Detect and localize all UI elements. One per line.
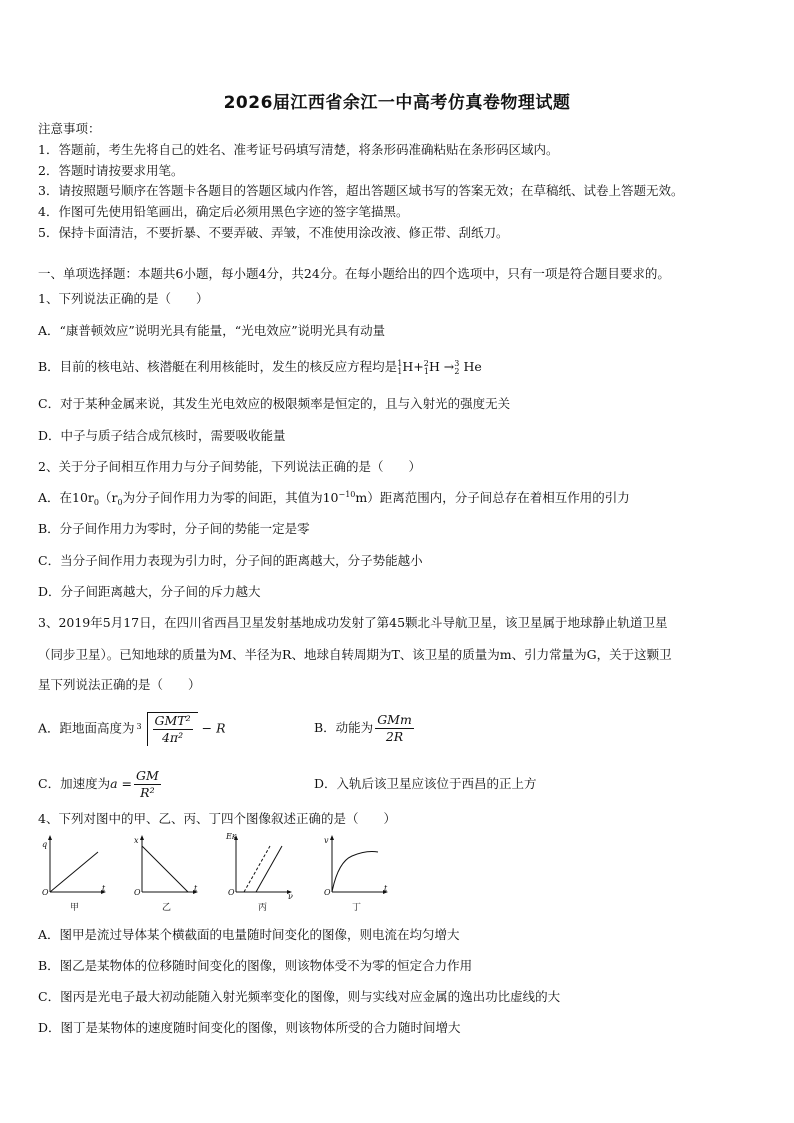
question-3-stem-line3: 星下列说法正确的是（ ） [38,677,201,692]
graph-ding-plot [322,832,390,902]
q3-c-num: GM [135,768,159,783]
q4-option-b: B．图乙是某物体的位移随时间变化的图像，则该物体受不为零的恒定合力作用 [38,958,473,973]
graph-yi-ylabel: x [134,836,139,845]
q3-b-text: B．动能为 [314,720,374,735]
q1-option-a: A．“康普顿效应”说明光具有能量，“光电效应”说明光具有动量 [38,323,386,338]
q3-option-b [314,712,416,745]
graph-jia-name: 甲 [70,903,80,913]
graph-yi [132,832,200,914]
note-item: 1．答题前，考生先将自己的姓名、准考证号码填写清楚，将条形码准确粘贴在条形码区域内。 [38,142,559,157]
graph-yi-origin: O [134,888,141,897]
q1-option-c: C．对于某种金属来说，其发生光电效应的极限频率是恒定的，且与入射光的强度无关 [38,396,511,411]
graph-yi-plot [132,832,200,902]
q1-option-d: D．中子与质子结合成氘核时，需要吸收能量 [38,428,286,443]
graph-bing-ylabel: EK [226,832,237,841]
q2-a-mid2: 为分子间作用力为零的间距，其值为10 [122,490,339,505]
graph-jia-plot [40,832,108,902]
q3-a-num: GMT² [154,713,191,728]
note-item: 3．请按照题号顺序在答题卡各题目的答题区域内作答，超出答题区域书写的答案无效；在草稿纸、试卷上答题无效。 [38,183,684,198]
graph-jia-xlabel: t [102,884,106,893]
q2-a-exp: −10 [338,490,356,499]
q3-b-den: 2R [385,729,404,744]
graph-yi-name: 乙 [162,903,172,913]
q4-option-a: A．图甲是流过导体某个横截面的电量随时间变化的图像，则电流在均匀增大 [38,927,460,942]
q3-option-a [38,712,226,746]
graph-bing-name: 丙 [258,903,268,913]
q2-a-mid: （r [99,490,118,505]
q4-option-c: C．图丙是光电子最大初动能随入射光频率变化的图像，则与实线对应金属的逸出功比虚线的大 [38,989,561,1004]
graph-ding-name: 丁 [352,903,362,913]
question-3-stem-line2: （同步卫星）。已知地球的质量为M、半径为R、地球自转周期为T、该卫星的质量为m、引力常量为G，关于这颗卫 [38,647,672,662]
graph-jia-origin: O [42,888,49,897]
graph-row [40,832,388,914]
section-heading: 一、单项选择题：本题共6小题，每小题4分，共24分。在每小题给出的四个选项中，只有一项是符合题目要求的。 [38,266,670,281]
q4-option-d: D．图丁是某物体的速度随时间变化的图像，则该物体所受的合力随时间增大 [38,1020,461,1035]
page-title: 2026届江西省余江一中高考仿真卷物理试题 [223,93,571,113]
q2-option-d: D．分子间距离越大，分子间的斥力越大 [38,584,261,599]
graph-bing-origin: O [228,888,235,897]
q3-option-c [38,768,163,801]
q3-c-text: C．加速度为 [38,776,111,791]
graph-yi-xlabel: t [194,884,198,893]
q2-a-post: m）距离范围内，分子间总存在着相互作用的引力 [355,490,630,505]
q3-a-text: A．距地面高度为 [38,720,135,736]
question-2-stem: 2、关于分子间相互作用力与分子间势能，下列说法正确的是（ ） [38,459,421,474]
q3-a-tail: − R [201,720,226,736]
q3-b-num: GMm [377,712,412,727]
graph-bing-xlabel: ν [288,892,293,901]
q2-option-a: A．在$10r_0(r_0$为分子间作用力为零的间距，其值为$10^{-10}m$）距离范围内，分子间总存在着相互作用的引力 [38,490,630,507]
graph-ding-origin: O [324,888,331,897]
graph-jia [40,832,108,914]
note-item: 2．答题时请按要求用笔。 [38,163,184,178]
question-3-stem-line1: 3、2019年5月17日，在四川省西昌卫星发射基地成功发射了第45颗北斗导航卫星，该卫星属于地球静止轨道卫星 [38,615,668,630]
q3-option-d: D．入轨后该卫星应该位于西昌的正上方 [314,776,537,791]
q3-c-var: a = [110,776,132,791]
q2-option-b: B．分子间作用力为零时，分子间的势能一定是零 [38,521,310,536]
nuclear-equation: $^1_1$H+$^2_1$H →$^3_2$ He [397,359,482,376]
cube-root: 3 $\frac{\text{GMT²}}{\text{4π²}}$ [139,712,198,746]
note-item: 4．作图可先使用铅笔画出，确定后必须用黑色字迹的签字笔描黑。 [38,204,409,219]
graph-ding [322,832,390,914]
graph-bing-plot [226,832,294,902]
q1-option-b [38,358,482,378]
graph-ding-ylabel: v [324,836,329,845]
q3-a-den: 4π² [161,730,184,745]
q3-c-den: R² [140,785,155,800]
graph-jia-ylabel: q [42,840,48,849]
note-item: 5．保持卡面清洁，不要折暴、不要弄破、弄皱，不准使用涂改液、修正带、刮纸刀。 [38,225,509,240]
q2-option-c: C．当分子间作用力表现为引力时，分子间的距离越大，分子势能越小 [38,553,423,568]
question-1-stem: 1、下列说法正确的是（ ） [38,291,209,306]
graph-bing [226,832,294,914]
question-4-stem: 4、下列对图中的甲、乙、丙、丁四个图像叙述正确的是（ ） [38,811,396,826]
q2-a-pre: A．在10r [38,490,94,505]
graph-ding-xlabel: t [384,884,388,893]
q1-option-b-text: B．目前的核电站、核潜艇在利用核能时，发生的核反应方程均是 [38,359,398,374]
notes-heading: 注意事项： [38,121,101,136]
